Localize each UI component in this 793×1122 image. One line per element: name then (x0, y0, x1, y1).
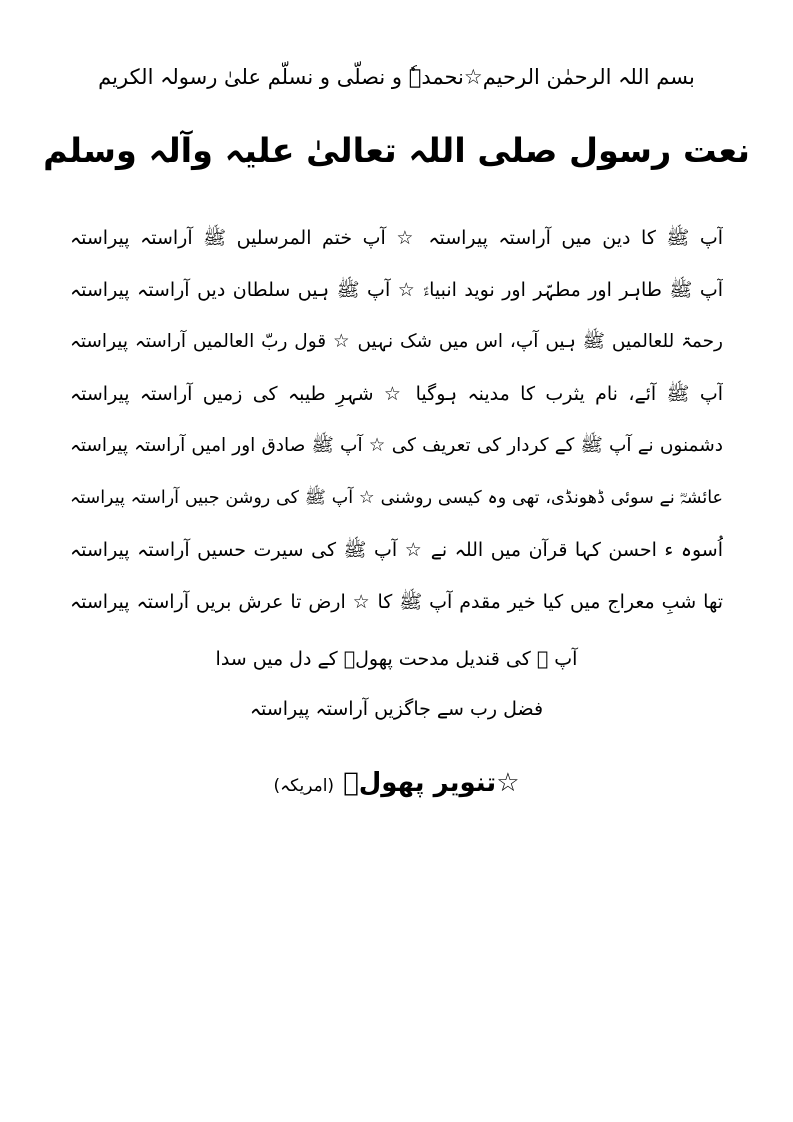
verse-line: آپ ﷺ آئے، نام یثرب کا مدینہ ہوگیا ☆ شہرِ طیبہ کی زمیں آراستہ پیراستہ (70, 383, 723, 405)
verse-line: آپ ﷺ طاہر اور مطہّر اور نوید انبیاءؑ ☆ آپ ﷺ ہیں سلطان دیں آراستہ پیراستہ (70, 279, 723, 301)
verse-list (70, 212, 723, 628)
verse-line: اُسوہ ء احسن کہا قرآن میں اللہ نے ☆ آپ ﷺ کی سیرت حسیں آراستہ پیراستہ (70, 539, 723, 561)
verse-line: تھا شبِ معراج میں کیا خیر مقدم آپ ﷺ کا ☆ ارض تا عرش بریں آراستہ پیراستہ (70, 591, 723, 613)
bismillah-line: بسم اللہ الرحمٰن الرحیم☆نحمدہٗ و نصلّی و نسلّم علیٰ رسولہ الکریم (98, 65, 695, 89)
closing-couplet (70, 634, 723, 734)
verse-line: دشمنوں نے آپ ﷺ کے کردار کی تعریف کی ☆ آپ ﷺ صادق اور امیں آراستہ پیراستہ (70, 435, 723, 456)
page-title: نعت رسول صلی اللہ تعالیٰ علیہ وآلہ وسلم (43, 131, 750, 170)
poet-signature (40, 748, 753, 821)
poet-location: (امریکہ) (273, 776, 335, 796)
star-icon: ☆ (496, 768, 520, 798)
verse-line: آپ ﷺ کا دین میں آراستہ پیراستہ ☆ آپ ختم المرسلیں ﷺ آراستہ پیراستہ (70, 227, 723, 249)
closing-line: آپ ﷺ کی قندیل مدحت پھولؔ کے دل میں سدا (215, 648, 578, 670)
verse-line: رحمۃ للعالمیں ﷺ ہیں آپ، اس میں شک نہیں ☆ قول ربّ العالمیں آراستہ پیراستہ (70, 331, 723, 352)
poet-name: تنویر پھولؔ (343, 768, 497, 798)
verse-line: عائشہؓ نے سوئی ڈھونڈی، تھی وہ کیسی روشنی ☆ آپ ﷺ کی روشن جبیں آراستہ پیراستہ (70, 488, 723, 508)
closing-line: فضل رب سے جاگزیں آراستہ پیراستہ (249, 698, 544, 720)
